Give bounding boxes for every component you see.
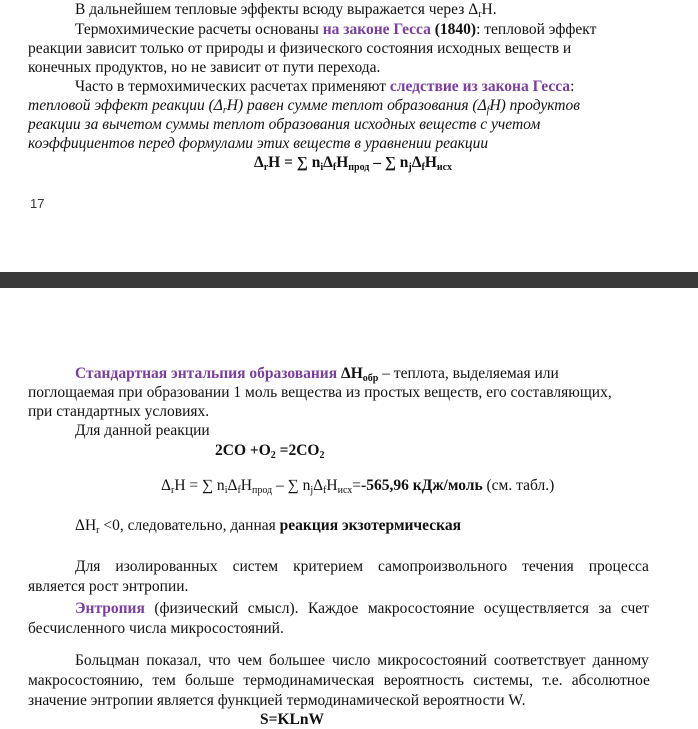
boltzmann-formula: S=KLnW (260, 711, 324, 728)
boltzmann-line1: Больцман показал, что чем большее число микросостояний соответствует данному (75, 652, 649, 669)
paragraph-hess-law-line2: реакции зависит только от природы и физического состояния исходных веществ и (28, 40, 572, 57)
isolated-systems-line1: Для изолированных систем критерием самопроизвольного течения процесса (75, 558, 649, 575)
for-reaction-label: Для данной реакции (75, 422, 210, 439)
standard-enthalpy-line3: при стандартных условиях. (28, 403, 210, 420)
hess-formula: $\Delta_rH$ = ∑ $n_i\Delta_fH_{прод}$ – ∑ $n_j\Delta_fH_{исх}$ (254, 154, 452, 173)
hess-corollary-highlight: следствие из закона Гесса (389, 78, 571, 95)
reaction-equation: $2CO +O_2 =2CO_2$ (215, 442, 325, 461)
page-top (0, 0, 698, 272)
calculation-result: -565,96 кДж/моль (361, 477, 483, 494)
entropy-line2: бесчисленного числа микросостояний. (28, 620, 284, 637)
isolated-systems-line2: является рост энтропии. (28, 578, 189, 595)
boltzmann-line3: значение энтропии является функцией термодинамической вероятности W. (28, 692, 526, 709)
boltzmann-line2: макросостоянию, тем больше термодинамическая вероятность системы, т.е. абсолютное (28, 672, 650, 689)
corollary-italic-line3: коэффициентов перед формулами этих веществ в уравнении реакции (28, 135, 489, 152)
standard-enthalpy-line2: поглощаемая при образовании 1 моль вещества из простых веществ, его составляющих, (28, 384, 612, 401)
corollary-italic-line1: тепловой эффект реакции $(\Delta_rH)$ равен сумме теплот образования $(\Delta_fH)$ продуктов (28, 97, 580, 116)
entropy-highlight: Энтропия (75, 600, 145, 617)
paragraph-hess-law-line3: конечных продуктов, но не зависит от пути перехода. (28, 59, 381, 76)
standard-enthalpy-highlight: Стандартная энтальпия образования (75, 365, 338, 382)
paragraph-hess-corollary: Часто в термохимических расчетах применяют следствие из закона Гесса: (75, 78, 575, 95)
exothermic-conclusion: $\Delta H_r <0$, следовательно, данная реакция экзотермическая (75, 517, 461, 536)
paragraph-heat-effects: В дальнейшем тепловые эффекты всюду выражается через $\Delta_rH$. (75, 1, 497, 20)
hess-law-highlight: на законе Гесса (322, 21, 431, 38)
page-bottom (0, 288, 698, 729)
page-separator (0, 272, 698, 288)
corollary-italic-line2: реакции за вычетом суммы теплот образования исходных веществ с учетом (28, 116, 541, 133)
entropy-line1: Энтропия (физический смысл). Каждое макросостояние осуществляется за счет (75, 600, 649, 617)
paragraph-hess-law: Термохимические расчеты основаны на законе Гесса (1840): тепловой эффект (75, 21, 597, 38)
enthalpy-calculation: $\Delta_rH$ = ∑ $n_i\Delta_fH_{прод}$ – ∑ $n_j\Delta_fH_{исх}=-565,96$ кДж/моль (см. табл.) (161, 477, 555, 496)
page-number: 17 (30, 196, 45, 211)
paragraph-standard-enthalpy: Стандартная энтальпия образования $\Delta H_{обр}$ – теплота, выделяемая или (75, 365, 559, 384)
